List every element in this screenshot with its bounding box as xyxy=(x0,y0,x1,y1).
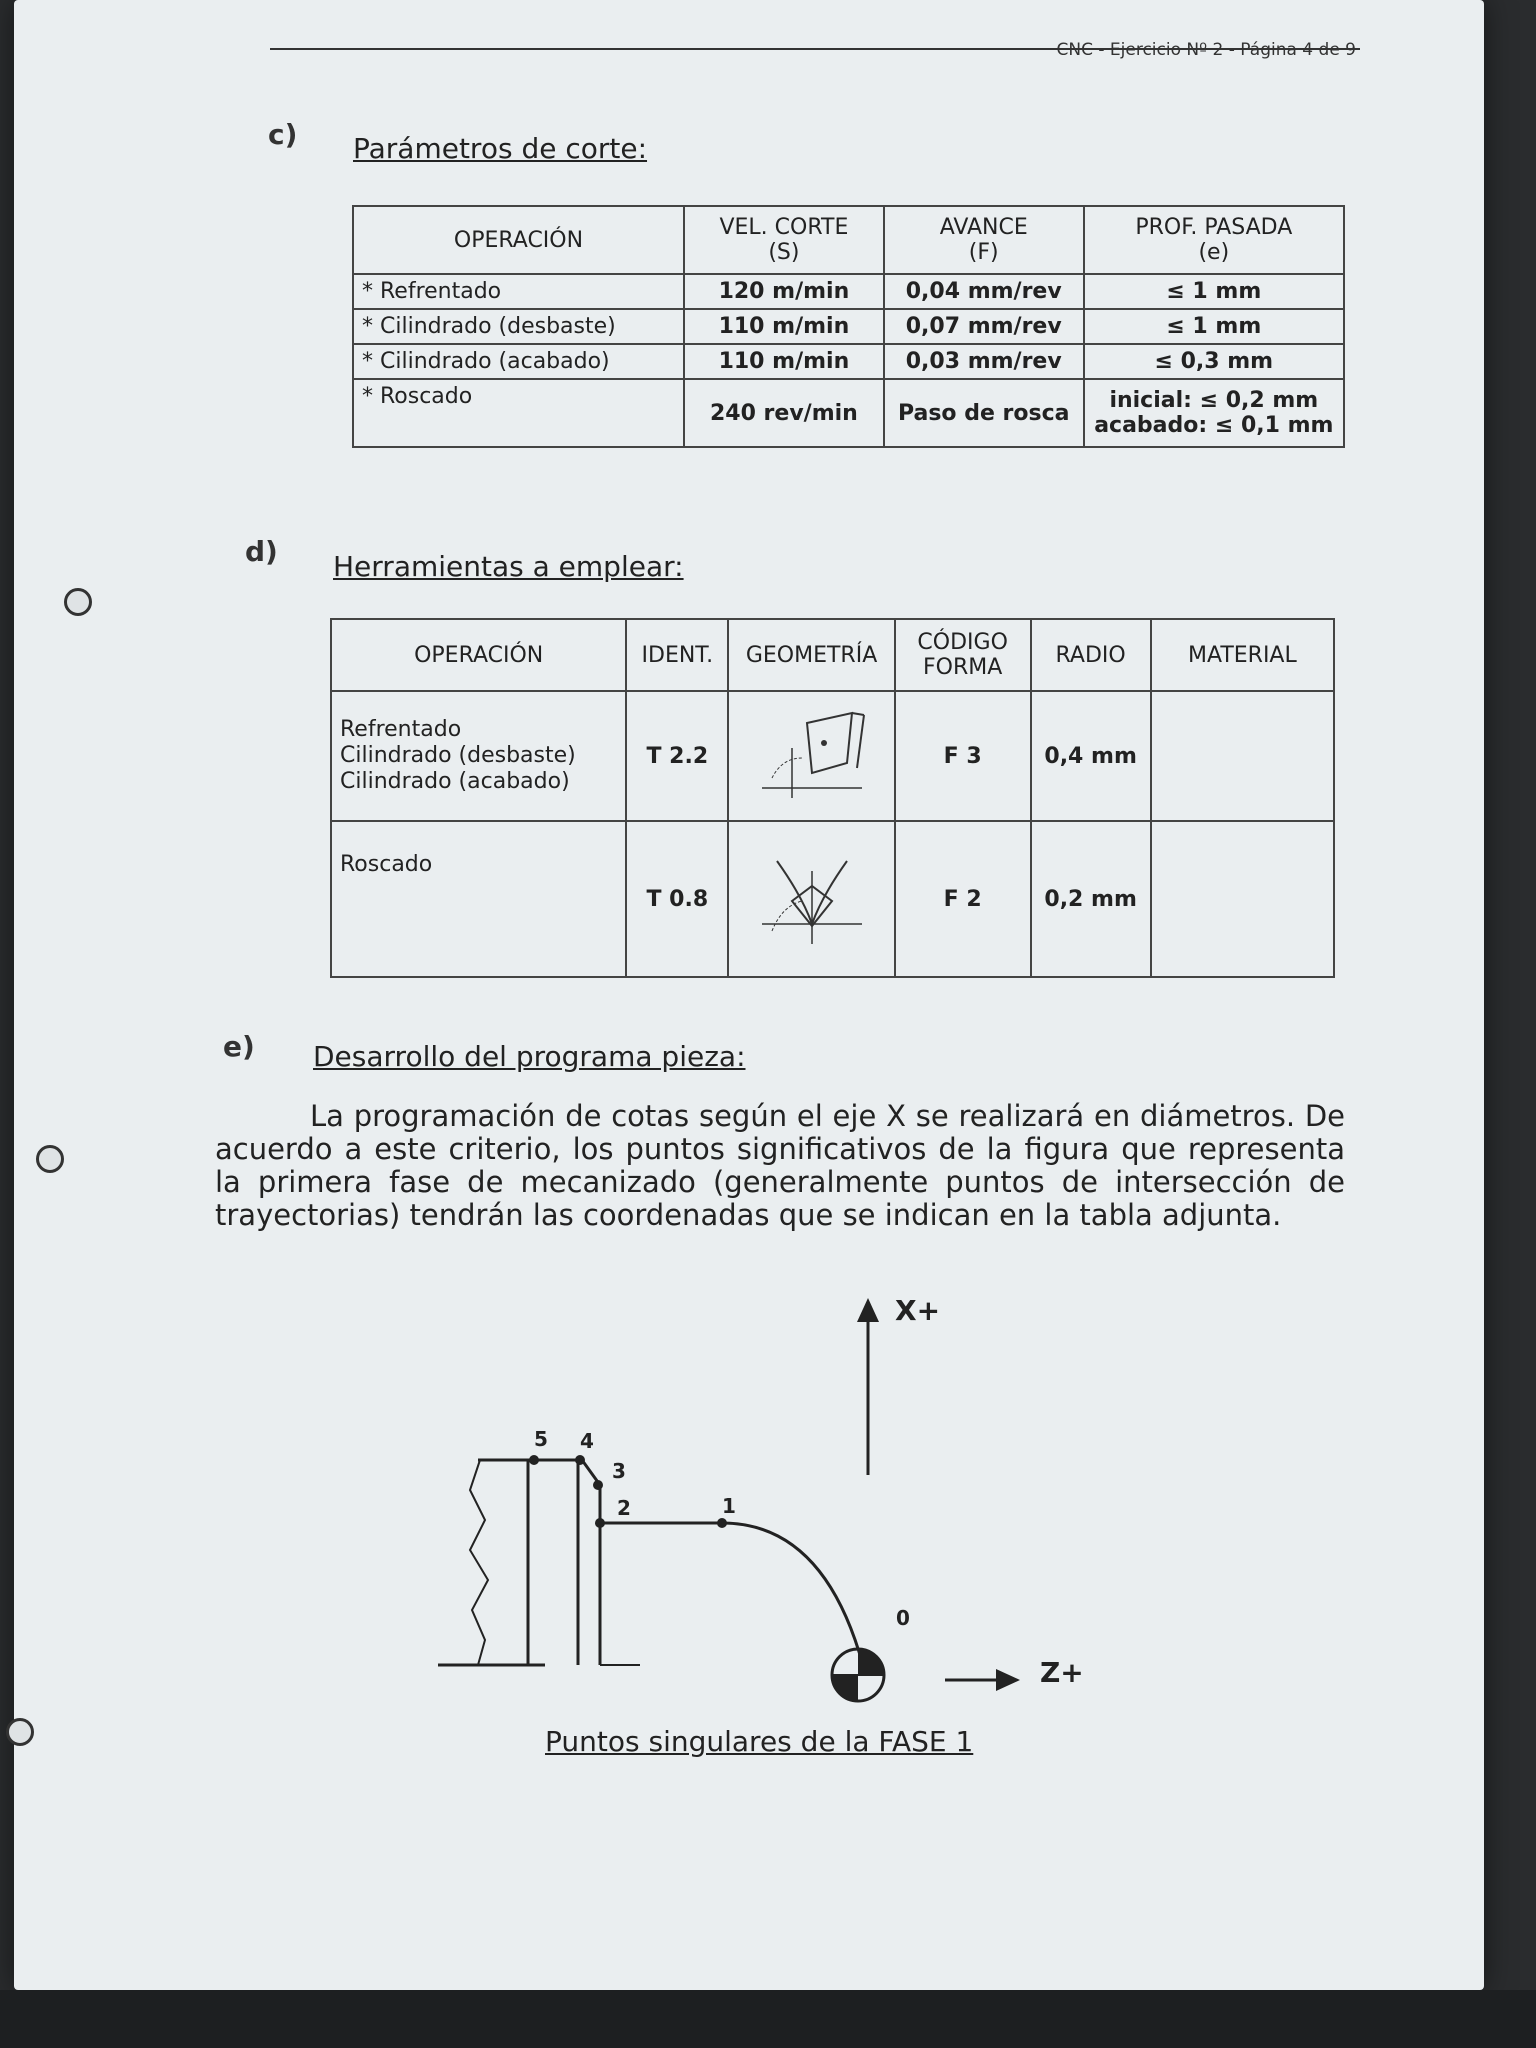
z-axis-arrow-icon xyxy=(996,1669,1020,1691)
cell-speed: 240 rev/min xyxy=(684,379,884,447)
header-radio: RADIO xyxy=(1031,619,1151,691)
section-c-title: Parámetros de corte: xyxy=(353,132,648,165)
header-codigo-forma: CÓDIGO FORMA xyxy=(895,619,1031,691)
header-operacion: OPERACIÓN xyxy=(353,206,684,274)
x-axis-arrow-icon xyxy=(857,1298,879,1322)
section-e-title: Desarrollo del programa pieza: xyxy=(313,1040,746,1073)
cell-operation: * Roscado xyxy=(353,379,684,447)
section-d-title: Herramientas a emplear: xyxy=(333,550,684,583)
cell-code: F 3 xyxy=(895,691,1031,821)
point-2-marker xyxy=(595,1518,605,1528)
point-2-label: 2 xyxy=(617,1496,631,1520)
section-d-letter: d) xyxy=(245,535,278,568)
cell-depth: ≤ 1 mm xyxy=(1084,274,1344,309)
cell-operation: * Refrentado xyxy=(353,274,684,309)
page-header: CNC - Ejercicio Nº 2 - Página 4 de 9 xyxy=(1056,40,1356,60)
x-axis-label: X+ xyxy=(895,1294,941,1327)
section-e-letter: e) xyxy=(223,1030,255,1063)
cell-operation: * Cilindrado (acabado) xyxy=(353,344,684,379)
header-geometria: GEOMETRÍA xyxy=(728,619,895,691)
header-material: MATERIAL xyxy=(1151,619,1334,691)
cell-operation: Roscado xyxy=(331,821,626,977)
point-1-label: 1 xyxy=(722,1494,736,1518)
z-axis-label: Z+ xyxy=(1040,1656,1084,1689)
cell-feed: 0,07 mm/rev xyxy=(884,309,1084,344)
cell-feed: 0,03 mm/rev xyxy=(884,344,1084,379)
point-0-label: 0 xyxy=(896,1606,910,1630)
cell-radius: 0,2 mm xyxy=(1031,821,1151,977)
break-line xyxy=(470,1460,488,1665)
cell-speed: 110 m/min xyxy=(684,309,884,344)
cell-radius: 0,4 mm xyxy=(1031,691,1151,821)
point-4-label: 4 xyxy=(580,1429,594,1453)
header-ident: IDENT. xyxy=(626,619,728,691)
cell-ident: T 0.8 xyxy=(626,821,728,977)
point-5-label: 5 xyxy=(534,1427,548,1451)
cell-depth: ≤ 0,3 mm xyxy=(1084,344,1344,379)
cell-feed: 0,04 mm/rev xyxy=(884,274,1084,309)
cell-code: F 2 xyxy=(895,821,1031,977)
cell-depth: ≤ 1 mm xyxy=(1084,309,1344,344)
point-3-label: 3 xyxy=(612,1459,626,1483)
cell-depth: inicial: ≤ 0,2 mm acabado: ≤ 0,1 mm xyxy=(1084,379,1344,447)
profile-arc xyxy=(722,1523,860,1655)
header-operacion: OPERACIÓN xyxy=(331,619,626,691)
cell-ident: T 2.2 xyxy=(626,691,728,821)
section-e-paragraph: La programación de cotas según el eje X se realizará en diámetros. De acuerdo a este criterio, los puntos significativos de la figura que representa la primera fase de mecanizado (generalmente puntos de intersección de trayectorias) tendrán las coordenadas que se indican en la tabla adjunta. xyxy=(215,1099,1345,1232)
point-5-marker xyxy=(529,1455,539,1465)
point-4-marker xyxy=(575,1455,585,1465)
cell-operation: * Cilindrado (desbaste) xyxy=(353,309,684,344)
cell-speed: 120 m/min xyxy=(684,274,884,309)
header-avance: AVANCE (F) xyxy=(884,206,1084,274)
section-c-letter: c) xyxy=(268,118,298,151)
header-vel-corte: VEL. CORTE (S) xyxy=(684,206,884,274)
diagram-caption: Puntos singulares de la FASE 1 xyxy=(545,1725,974,1758)
cell-speed: 110 m/min xyxy=(684,344,884,379)
cell-feed: Paso de rosca xyxy=(884,379,1084,447)
point-1-marker xyxy=(717,1518,727,1528)
header-prof-pasada: PROF. PASADA (e) xyxy=(1084,206,1344,274)
cell-operation: Refrentado Cilindrado (desbaste) Cilindrado (acabado) xyxy=(331,691,626,821)
point-3-marker xyxy=(593,1480,603,1490)
